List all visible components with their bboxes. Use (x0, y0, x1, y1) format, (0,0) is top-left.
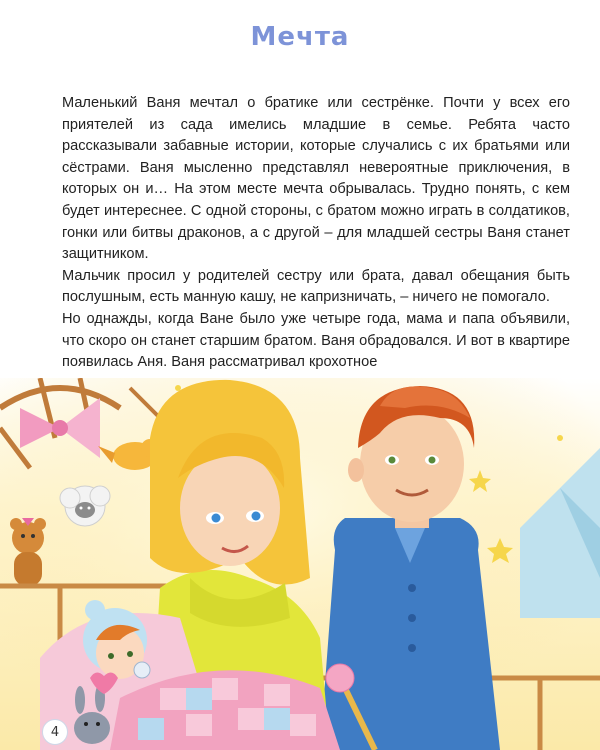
paragraph-1: Маленький Ваня мечтал о братике или сестрёнке. Почти у всех его приятелей из сада имелись младшие в семье. Ребята часто рассказывали забавные истории, которые случались с их братьями или сёстрами. Ваня мысленно представлял невероятные приключения, в которых он и… На этом месте мечта обрывалась. Трудно понять, с кем будет интереснее. С одной стороны, с братом можно играть в солдатиков, гонки или битвы драконов, а с другой – для младшей сестры Ваня станет защитником. (62, 95, 570, 263)
paragraph-2: Мальчик просил у родителей сестру или брата, давал обещания быть послушным, есть манную кашу, не капризничать, – ничего не помогало. (62, 267, 570, 306)
story-text (62, 93, 570, 374)
page-number-badge: 4 (42, 719, 68, 745)
family-illustration (0, 378, 600, 750)
page-title: Мечта (250, 22, 350, 52)
family-illustration-svg (0, 378, 600, 750)
paragraph-3: Но однажды, когда Ване было уже четыре года, мама и папа объявили, что скоро он станет старшим братом. Ваня обрадовался. И вот в квартире появилась Аня. Ваня рассматривал крохотное (62, 310, 570, 371)
